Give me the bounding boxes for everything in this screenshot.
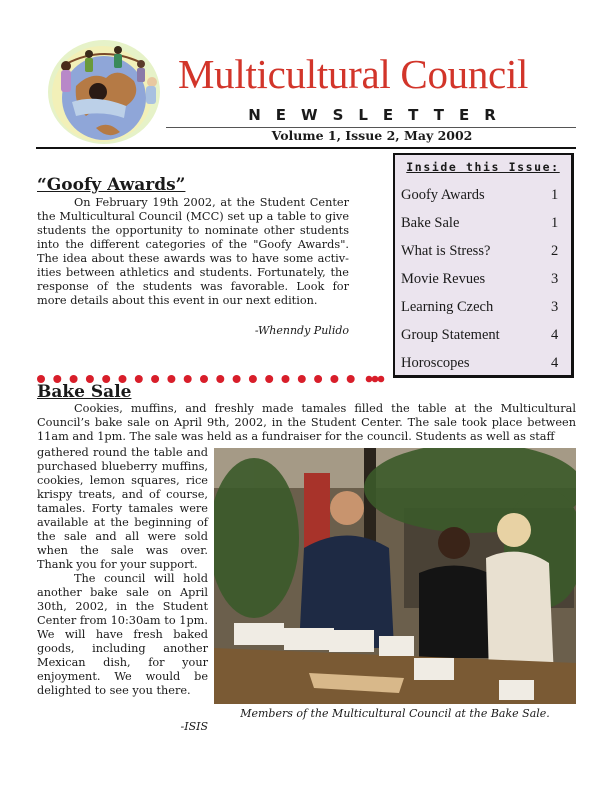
bake-sale-photo: [214, 448, 576, 704]
goofy-awards-body: On February 19th 2002, at the Student Center the Multicultural Council (MCC) set up a table to give students the opportunity to nominate other students into the different categories of the "Goofy Awards". The idea about these awards was to have some activ-ities between athletics and students. Fortunately, the response of the students was favorable. Look for more details about this event in our next edition.: [37, 196, 349, 307]
toc-page: 2: [551, 243, 559, 259]
divider-dot: [167, 375, 175, 383]
bake-sale-paragraph: The council will hold another bake sale on April 30th, 2002, in the Student Center from 10:30am to 1pm. We will have fresh baked goods, including another Mexican dish, for your enjoyment. We would be delighted to see you there.: [37, 572, 208, 697]
divider-dot: [265, 375, 273, 383]
divider-dot: [372, 376, 379, 383]
globe-people-icon: [46, 36, 164, 146]
divider-dot: [347, 375, 355, 383]
inside-this-issue-box: [393, 153, 574, 378]
divider-dot: [135, 375, 143, 383]
bake-sale-paragraph: gathered round the table and purchased blueberry muffins, cookies, lemon squares, rice krispy treats, and of course, tamales. Forty tamales were available at the beginning of the sale and all were sold when the sale was over. Thank you for your support.: [37, 446, 208, 571]
toc-page: 1: [551, 187, 559, 203]
goofy-awards-headline: “Goofy Awards”: [37, 175, 186, 195]
inside-this-issue-heading: Inside this Issue:: [406, 160, 560, 174]
toc-label: Goofy Awards: [401, 187, 485, 203]
bake-sale-headline: Bake Sale: [37, 382, 132, 402]
divider-dot: [378, 376, 385, 383]
toc-label: Learning Czech: [401, 299, 494, 315]
toc-page: 1: [551, 215, 559, 231]
toc-page: 3: [551, 299, 559, 315]
divider-dot: [200, 375, 208, 383]
photo-caption: Members of the Multicultural Council at the Bake Sale.: [240, 707, 550, 720]
divider-dot: [233, 375, 241, 383]
divider-dot: [184, 375, 192, 383]
toc-page: 3: [551, 271, 559, 287]
toc-label: Movie Revues: [401, 271, 486, 287]
divider-dot: [282, 375, 290, 383]
toc-page: 4: [551, 355, 559, 371]
toc-page: 4: [551, 327, 559, 343]
newsletter-subtitle: NEWSLETTER: [248, 106, 511, 124]
toc-label: What is Stress?: [401, 243, 491, 259]
divider-dot: [216, 375, 224, 383]
bake-sale-byline: -ISIS: [180, 720, 208, 733]
divider-dot: [330, 375, 338, 383]
divider-dot: [151, 375, 159, 383]
bake-sale-intro: Cookies, muffins, and freshly made tamales filled the table at the Multicultural Council’s bake sale on April 9th, 2002, in the Student Center. The sale took place between 11am and 1pm. The sale was held as a fundraiser for the council. Students as well as staff: [37, 402, 576, 443]
toc-label: Bake Sale: [401, 215, 460, 231]
goofy-awards-byline: -Whenndy Pulido: [254, 324, 349, 337]
divider-dot: [366, 376, 373, 383]
toc-label: Horoscopes: [401, 355, 470, 371]
divider-dot: [298, 375, 306, 383]
bake-sale-column: [37, 446, 208, 698]
masthead-divider: [36, 147, 576, 149]
toc-label: Group Statement: [401, 327, 500, 343]
issue-line: Volume 1, Issue 2, May 2002: [271, 128, 473, 143]
newsletter-title: Multicultural Council: [178, 51, 529, 97]
divider-dot: [314, 375, 322, 383]
divider-dot: [249, 375, 257, 383]
